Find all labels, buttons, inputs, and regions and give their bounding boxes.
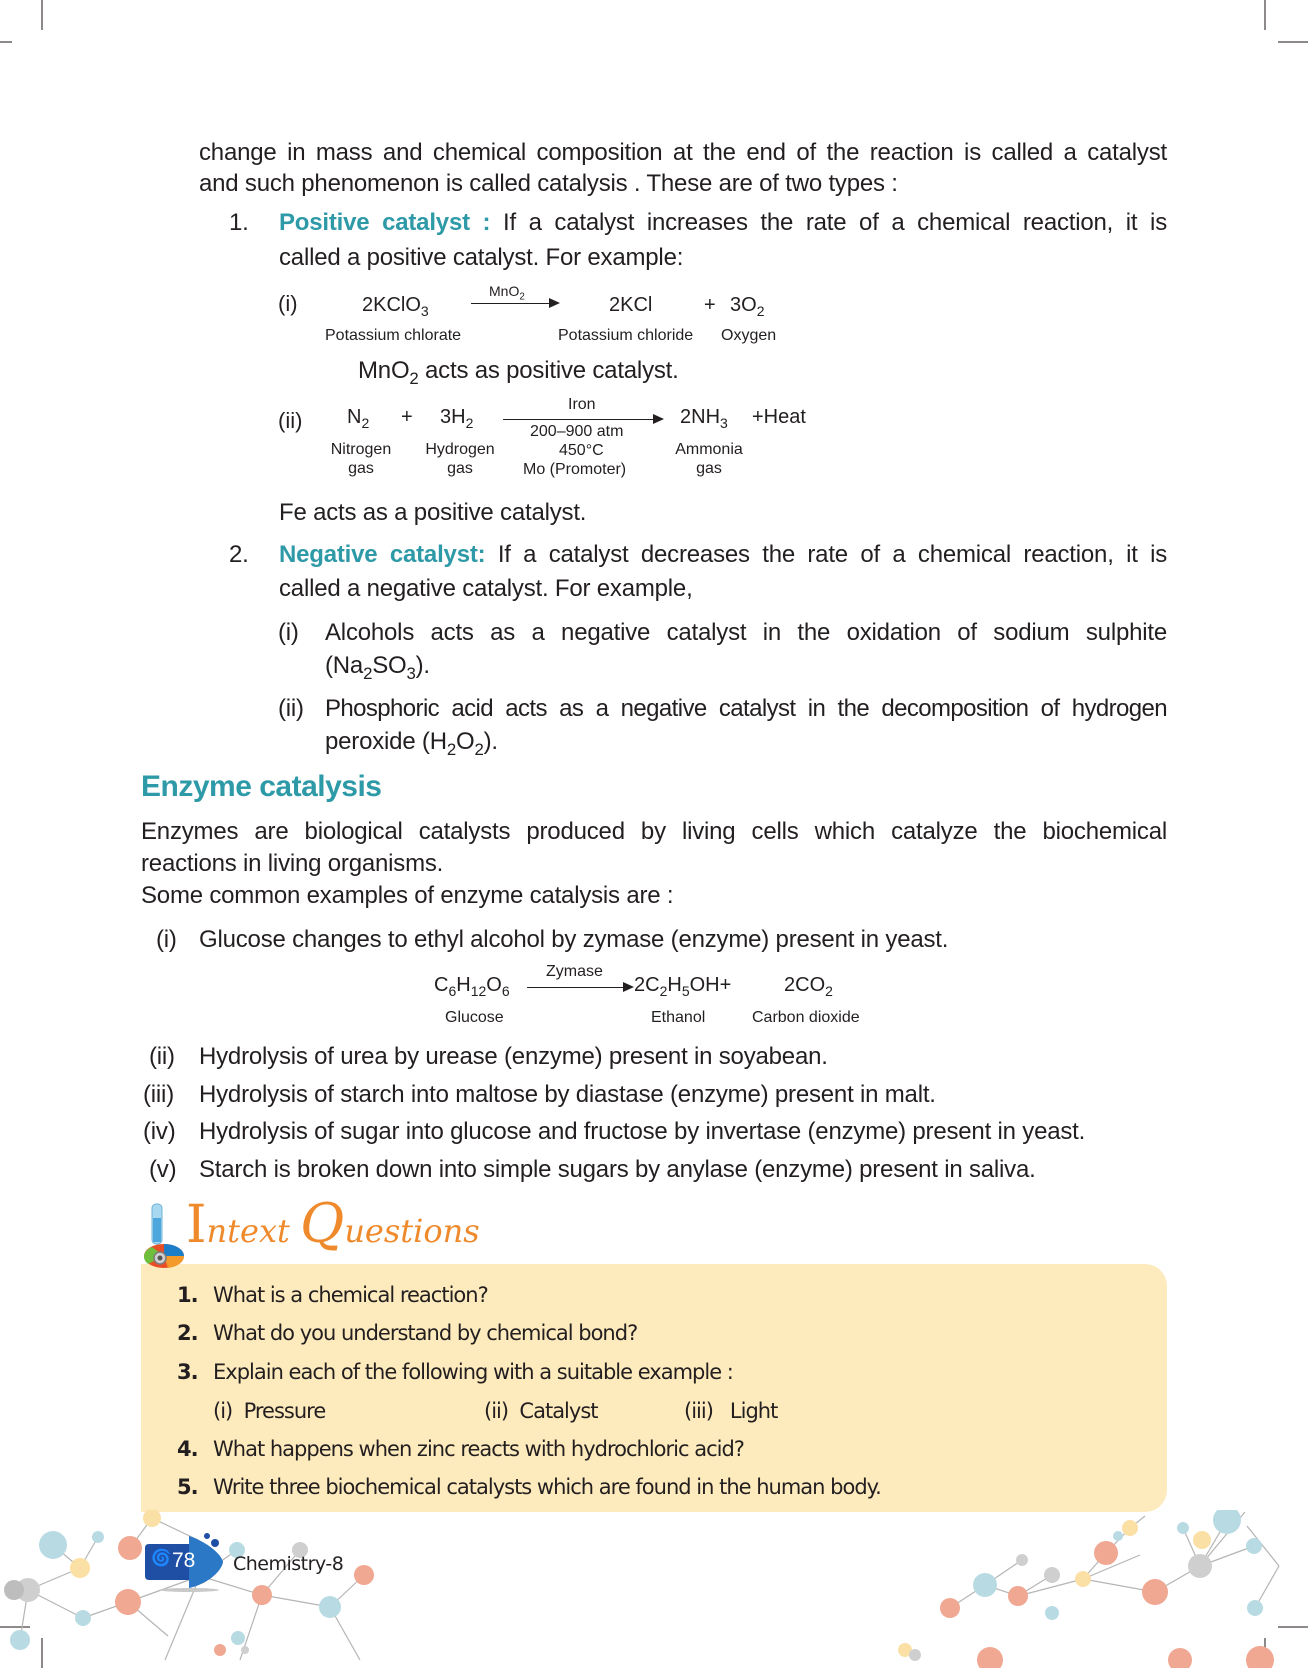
eq3-o: O [486,974,502,996]
eq1-reactant-formula: 2KClO [362,294,421,316]
question-3 [177,1360,733,1384]
eq3-c-sub: 6 [448,982,457,999]
eq1-product-1-label: Potassium chloride [558,327,694,344]
intext-title-rest-1: ntext [206,1212,301,1250]
eq3-h-sub: 12 [470,982,487,999]
neg-example-2-marker: (ii) [278,695,304,722]
eq1-arrow-icon [549,298,560,308]
eq2-reactant-2-label [418,440,502,478]
crop-mark-top-right-v [1264,0,1266,30]
neg-1-sub-1: 2 [363,663,373,683]
option-3-marker: (iii) [684,1399,713,1423]
question-3-text: Explain each of the following with a suitable example : [213,1360,733,1384]
eq3-p1-b: H [667,974,682,996]
eq1-product-2-sub: 2 [756,302,765,319]
enzyme-item-2-marker: (ii) [149,1043,175,1070]
eq3-p1-a-sub: 2 [659,982,668,999]
type-1-term: Positive catalyst : [279,209,491,236]
eq2-reactant-2-label-2: gas [447,460,473,477]
option-3-text: Light [729,1399,778,1423]
eq2-condition-1: 200–900 atm [530,423,624,440]
eq1-marker: (i) [278,291,298,316]
flask-pie-icon [142,1202,186,1270]
question-4-number: 4. [177,1437,198,1461]
type-2-def-line-1: If a catalyst decreases the rate of a chemical reaction, it is [485,541,1168,568]
eq2-reactant-1-sub: 2 [361,414,370,431]
question-1-text: What is a chemical reaction? [213,1283,488,1307]
eq2-reactant-2-formula: 3H [440,406,466,428]
intext-title [186,1192,480,1255]
crop-mark-top-right-h [1278,41,1308,43]
enzyme-para-line-2: reactions in living organisms. [141,850,444,877]
eq3-reactant [434,974,510,997]
enzyme-item-1-marker: (i) [156,926,177,953]
eq3-p1-c: OH+ [689,974,732,996]
eq2-note: Fe acts as a positive catalyst. [279,499,587,526]
eq2-product-label-1: Ammonia [675,441,743,458]
eq1-reactant [362,294,429,317]
question-5-text: Write three biochemical catalysts which are found in the human body. [213,1475,881,1499]
eq2-heat: +Heat [752,406,806,428]
neg-example-2-line-1: Phosphoric acid acts as a negative catalyst in the decomposition of hydrogen [325,695,1167,722]
eq1-catalyst [489,283,525,303]
intext-title-cap-2: Q [300,1192,345,1255]
eq3-h: H [456,974,471,996]
eq2-product-label-2: gas [696,460,722,477]
eq2-condition-2: 450°C [559,442,604,459]
eq1-note-formula: MnO [358,357,410,384]
enzyme-item-3-marker: (iii) [143,1081,174,1108]
enzyme-item-1-text: Glucose changes to ethyl alcohol by zymase (enzyme) present in yeast. [199,926,949,953]
question-2 [177,1321,637,1345]
option-1-text: Pressure [243,1399,326,1423]
eq2-marker: (ii) [278,408,303,433]
eq2-reactant-2-label-1: Hydrogen [425,441,495,458]
question-5-number: 5. [177,1475,198,1499]
eq3-enzyme-above: Zymase [546,963,603,980]
crop-mark-top-left-h [0,41,12,43]
eq3-reactant-label: Glucose [445,1009,504,1026]
eq2-condition-3: Mo (Promoter) [523,461,627,478]
eq1-note-sub: 2 [409,368,419,388]
enzyme-para-line-1: Enzymes are biological catalysts produced by living cells which catalyze the biochemical [141,818,1167,845]
eq2-arrow-icon [653,414,664,424]
neg-1-sub-2: 3 [406,663,416,683]
book-title: Chemistry-8 [233,1553,344,1575]
eq2-reactant-1-label-1: Nitrogen [330,441,392,458]
eq2-reactant-1 [347,406,369,429]
neg-1-mid: SO [372,652,407,679]
question-2-number: 2. [177,1321,198,1345]
eq2-product-sub: 3 [720,414,728,431]
eq3-product-1-label: Ethanol [651,1009,706,1026]
neg-example-1-line-1: Alcohols acts as a negative catalyst in the oxidation of sodium sulphite [325,619,1167,646]
eq2-reactant-1-label [324,440,398,478]
neg-1-post: ). [415,652,430,679]
question-4 [177,1437,744,1461]
eq1-arrow-line [471,303,553,304]
neg-2-sub-2: 2 [474,739,484,759]
eq1-plus: + [704,294,716,316]
neg-example-1-marker: (i) [278,619,299,646]
type-1-def-line-2: called a positive catalyst. For example: [279,244,684,271]
crop-mark-top-left-v [41,0,43,30]
eq1-catalyst-sub: 2 [519,291,525,303]
eq3-p2-sub: 2 [825,982,833,999]
eq1-product-2-label: Oxygen [721,327,777,344]
eq3-o-sub: 6 [501,982,510,999]
eq1-catalyst-formula: MnO [489,283,520,299]
eq3-product-1 [634,974,731,997]
eq2-arrow-line [503,419,657,420]
neg-1-pre: (Na [325,652,364,679]
question-2-text: What do you understand by chemical bond? [213,1321,638,1345]
question-1 [177,1283,488,1307]
eq3-p2: 2CO [784,974,826,996]
eq3-product-2 [784,974,833,997]
enzyme-item-5-marker: (v) [149,1156,177,1183]
option-2-text: Catalyst [519,1399,598,1423]
enzyme-item-4-text: Hydrolysis of sugar into glucose and fructose by invertase (enzyme) present in yeast. [199,1118,1086,1145]
question-3-option-3 [684,1399,777,1423]
eq3-p1-a: 2C [634,974,660,996]
type-2-def-line-2: called a negative catalyst. For example, [279,575,693,602]
question-3-option-2 [484,1399,598,1423]
eq3-p1-b-sub: 5 [681,982,690,999]
question-1-number: 1. [177,1283,198,1307]
option-2-marker: (ii) [484,1399,509,1423]
eq1-reactant-sub: 3 [420,302,429,319]
intro-line-2: and such phenomenon is called catalysis . These are of two types : [199,170,898,197]
enzyme-item-4-marker: (iv) [143,1118,176,1145]
eq3-arrow-line [527,987,627,988]
eq2-reactant-2-sub: 2 [465,414,474,431]
eq1-reactant-label: Potassium chlorate [325,327,462,344]
eq1-product-2 [730,294,764,317]
question-4-text: What happens when zinc reacts with hydrochloric acid? [213,1437,744,1461]
neg-example-2-line-2 [325,726,498,757]
enzyme-item-5-text: Starch is broken down into simple sugars by anylase (enzyme) present in saliva. [199,1156,1036,1183]
eq1-product-2-formula: 3O [730,294,757,316]
eq2-product-formula: 2NH [680,406,721,428]
eq2-catalyst-above: Iron [568,396,596,413]
intro-line-1: change in mass and chemical composition at the end of the reaction is called a catalyst [199,139,1167,166]
eq3-c: C [434,974,449,996]
eq1-note-text: acts as positive catalyst. [418,357,679,384]
eq2-reactant-1-formula: N [347,406,362,428]
type-1-def-line-1: If a catalyst increases the rate of a chemical reaction, it is [490,209,1167,236]
intext-title-rest-2: uestions [344,1212,480,1250]
option-1-marker: (i) [213,1399,233,1423]
eq2-reactant-1-label-2: gas [348,460,374,477]
question-3-number: 3. [177,1360,198,1384]
eq2-plus: + [401,406,413,428]
neg-2-sub-1: 2 [446,739,456,759]
enzyme-item-2-text: Hydrolysis of urea by urease (enzyme) present in soyabean. [199,1043,828,1070]
enzyme-heading: Enzyme catalysis [141,770,382,803]
neg-example-1-line-2 [325,650,430,681]
type-1-number: 1. [229,209,249,236]
eq3-product-2-label: Carbon dioxide [752,1009,860,1026]
type-1-definition [279,207,1167,238]
type-2-definition [279,539,1167,570]
intext-title-cap-1: I [186,1195,207,1255]
question-3-option-1 [213,1399,325,1423]
eq2-product [680,406,728,429]
enzyme-item-3-text: Hydrolysis of starch into maltose by diastase (enzyme) present in malt. [199,1081,936,1108]
eq3-arrow-icon [623,982,634,992]
eq1-product-1: 2KCl [609,294,653,316]
type-2-term: Negative catalyst: [279,541,486,568]
neg-2-mid: O [456,728,475,755]
swirl-icon: 🌀 [151,1550,171,1567]
eq1-note [358,355,679,386]
eq2-reactant-2 [440,406,473,429]
question-5 [177,1475,881,1499]
neg-2-post: ). [483,728,498,755]
eq2-product-label [665,440,753,478]
neg-2-pre: peroxide (H [325,728,447,755]
page-number: 78 [172,1549,196,1572]
type-2-number: 2. [229,541,249,568]
enzyme-examples-intro: Some common examples of enzyme catalysis are : [141,882,674,909]
